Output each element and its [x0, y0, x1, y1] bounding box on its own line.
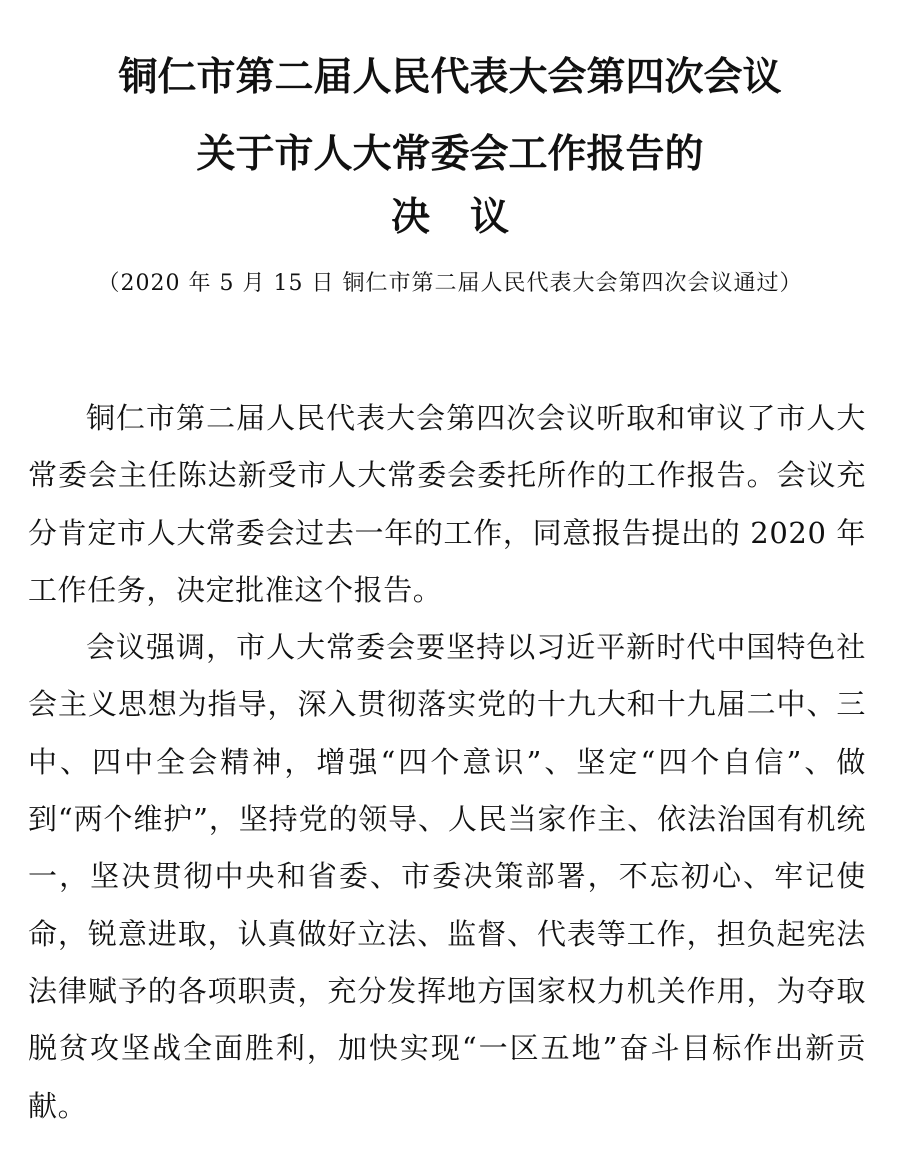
paragraph-1: 铜仁市第二届人民代表大会第四次会议听取和审议了市人大常委会主任陈达新受市人大常委会委托所作的工作报告。会议充分肯定市人大常委会过去一年的工作，同意报告提出的 2020 年工作任务，决定批准这个报告。 [28, 401, 866, 607]
title-line-3: 决议 [390, 195, 549, 240]
title-line-1: 铜仁市第二届人民代表大会第四次会议 [118, 55, 782, 100]
paragraph-2: 会议强调，市人大常委会要坚持以习近平新时代中国特色社会主义思想为指导，深入贯彻落实党的十九大和十九届二中、三中、四中全会精神，增强“四个意识”、坚定“四个自信”、做到“两个维护”，坚持党的领导、人民当家作主、依法治国有机统一，坚决贯彻中央和省委、市委决策部署，不忘初心、牢记使命，锐意进取，认真做好立法、监督、代表等工作，担负起宪法法律赋予的各项职责，充分发挥地方国家权力机关作用，为夺取脱贫攻坚战全面胜利，加快实现“一区五地”奋斗目标作出新贡献。 [28, 630, 866, 1123]
title-line-2: 关于市人大常委会工作报告的 [196, 132, 704, 177]
adoption-date-note: （2020 年 5 月 15 日 铜仁市第二届人民代表大会第四次会议通过） [97, 271, 803, 296]
resolution-body [28, 390, 866, 1135]
